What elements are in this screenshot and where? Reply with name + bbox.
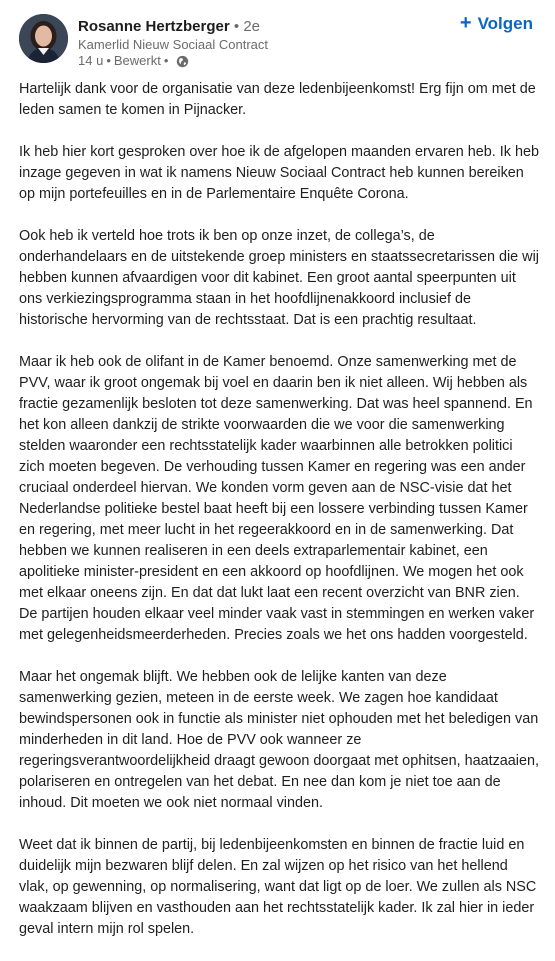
follow-button[interactable] — [460, 12, 533, 35]
post-paragraph: Hartelijk dank voor de organisatie van deze ledenbijeenkomst! Erg fijn om met de leden samen te komen in Pijnacker. — [19, 81, 536, 118]
meta-separator: • — [106, 53, 111, 68]
post-paragraph: Ook heb ik verteld hoe trots ik ben op onze inzet, de collega’s, de onderhandelaars en de uitstekende groep ministers en staatssecretarissen die wij hebben kunnen afvaardigen voor dit kabinet. Een groot aantal speerpunten uit ons verkiezingsprogramma staan in het hoofdlijnenakkoord inclusief de historische hervorming van de rechtsstaat. Dat is een prachtig resultaat. — [19, 228, 539, 328]
avatar-photo — [19, 14, 68, 63]
author-name[interactable]: Rosanne Hertzberger — [78, 18, 230, 35]
connection-degree-value: 2e — [243, 18, 260, 35]
follow-label: Volgen — [477, 14, 533, 33]
plus-icon: + — [459, 12, 472, 34]
post-body — [19, 79, 539, 961]
post-header — [0, 0, 555, 80]
connection-degree: • 2e — [233, 18, 260, 35]
post-paragraph: Ik heb hier kort gesproken over hoe ik de afgelopen maanden ervaren heb. Ik heb inzage gegeven in wat ik namens Nieuw Sociaal Contract heb kunnen bereiken op mijn portefeuilles en in de Parlementaire Enquête Corona. — [19, 144, 540, 202]
post-meta — [78, 53, 189, 69]
meta-separator: • — [163, 53, 169, 68]
author-name-row — [78, 18, 260, 36]
post-time: 14 u — [78, 53, 104, 68]
author-headline: Kamerlid Nieuw Sociaal Contract — [78, 37, 269, 52]
post-paragraph: Maar ik heb ook de olifant in de Kamer benoemd. Onze samenwerking met de PVV, waar ik groot ongemak bij voel en daarin ben ik niet alleen. Wij hebben als fractie gezamenlijk besloten tot deze samenwerking. Dat was heel spannend. En het kon alleen dankzij de strikte voorwaarden die we voor die samenwerking stelden waaronder een rechtsstatelijk kader waarbinnen alle betrokken politici zich moeten begeven. De verhouding tussen Kamer en regering was een ander cruciaal onderdeel hiervan. We konden vorm geven aan de NSC-visie dat het Nederlandse politieke bestel baat heeft bij een lossere verbinding tussen Kamer en regering, met meer lucht in het regeerakkoord en in de samenwerking. Dat hebben we kunnen realiseren in een deels extraparlementair kabinet, een apolitieke minister-president en een akkoord op hoofdlijnen. We mogen het ook met elkaar oneens zijn. En dat dat lukt laat een recent overzicht van BNR zien. De partijen houden elkaar veel minder vaak vast in stemmingen en werken vaker met gelegenheidsmeerderheden. Precies zoals we het ons hadden voorgesteld. — [19, 354, 535, 643]
edited-label: Bewerkt — [113, 53, 161, 68]
post-paragraph: Weet dat ik binnen de partij, bij ledenbijeenkomsten en binnen de fractie luid en duidelijk mijn bezwaren blijf delen. En zal wijzen op het risico van het hellend vlak, op gewenning, op normalisering, want dat ligt op de loer. We zullen als NSC waakzaam blijven en vasthouden aan het rechtsstatelijk kader. Ik zal hier in ieder geval intern mijn rol spelen. — [19, 837, 537, 937]
post-paragraph: Maar het ongemak blijft. We hebben ook de lelijke kanten van deze samenwerking gezien, meteen in de eerste week. We zagen hoe kandidaat bewindspersonen ook in functie als minister niet ophouden met het beledigen van minderheden in dit land. Hoe de PVV ook wanneer ze regeringsverantwoordelijkheid draagt gewoon doorgaat met ophitsen, haatzaaien, polariseren en ontregelen van het debat. En nee dan kom je niet toe aan de inhoud. Dit moeten we ook niet normaal vinden. — [19, 669, 540, 811]
avatar[interactable] — [19, 14, 68, 63]
globe-icon — [176, 55, 189, 68]
